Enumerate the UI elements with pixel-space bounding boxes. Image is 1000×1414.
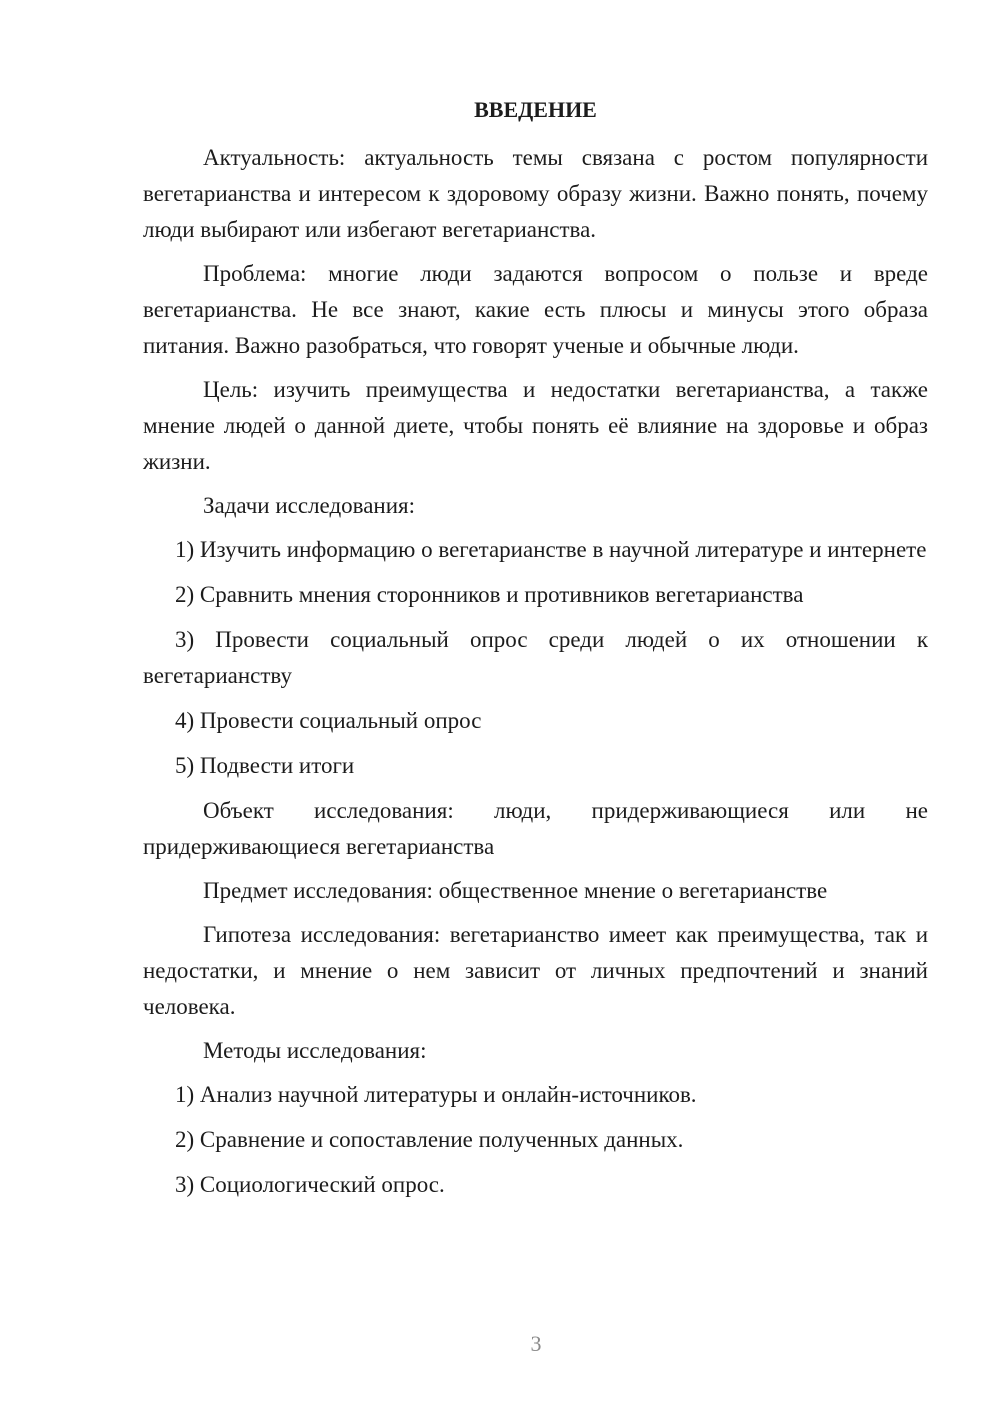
object-paragraph: Объект исследования: люди, придерживающиеся или не придерживающиеся вегетарианства [143,798,928,859]
task-item: 4) Провести социальный опрос [175,708,482,733]
page-title: ВВЕДЕНИЕ [474,97,597,122]
methods-heading: Методы исследования: [203,1038,427,1063]
method-item: 2) Сравнение и сопоставление полученных данных. [175,1127,684,1152]
document-body [143,95,928,1212]
task-item: 3) Провести социальный опрос среди людей о их отношении к вегетарианству [143,627,928,688]
task-item: 1) Изучить информацию о вегетарианстве в научной литературе и интернете [175,537,927,562]
method-item: 1) Анализ научной литературы и онлайн-источников. [175,1082,697,1107]
problem-paragraph: Проблема: многие люди задаются вопросом о пользе и вреде вегетарианства. Не все знают, какие есть плюсы и минусы этого образа питания. Важно разобраться, что говорят ученые и обычные люди. [143,261,928,358]
goal-paragraph: Цель: изучить преимущества и недостатки вегетарианства, а также мнение людей о данной диете, чтобы понять её влияние на здоровье и образ жизни. [143,377,928,474]
task-item: 5) Подвести итоги [175,753,355,778]
subject-paragraph: Предмет исследования: общественное мнение о вегетарианстве [203,878,828,903]
hypothesis-paragraph: Гипотеза исследования: вегетарианство имеет как преимущества, так и недостатки, и мнение о нем зависит от личных предпочтений и знаний человека. [143,922,928,1019]
tasks-heading: Задачи исследования: [203,493,416,518]
relevance-paragraph: Актуальность: актуальность темы связана с ростом популярности вегетарианства и интересом к здоровому образу жизни. Важно понять, почему люди выбирают или избегают вегетарианства. [143,145,928,242]
page-number: 3 [530,1331,542,1356]
task-item: 2) Сравнить мнения сторонников и противников вегетарианства [175,582,804,607]
method-item: 3) Социологический опрос. [175,1172,445,1197]
